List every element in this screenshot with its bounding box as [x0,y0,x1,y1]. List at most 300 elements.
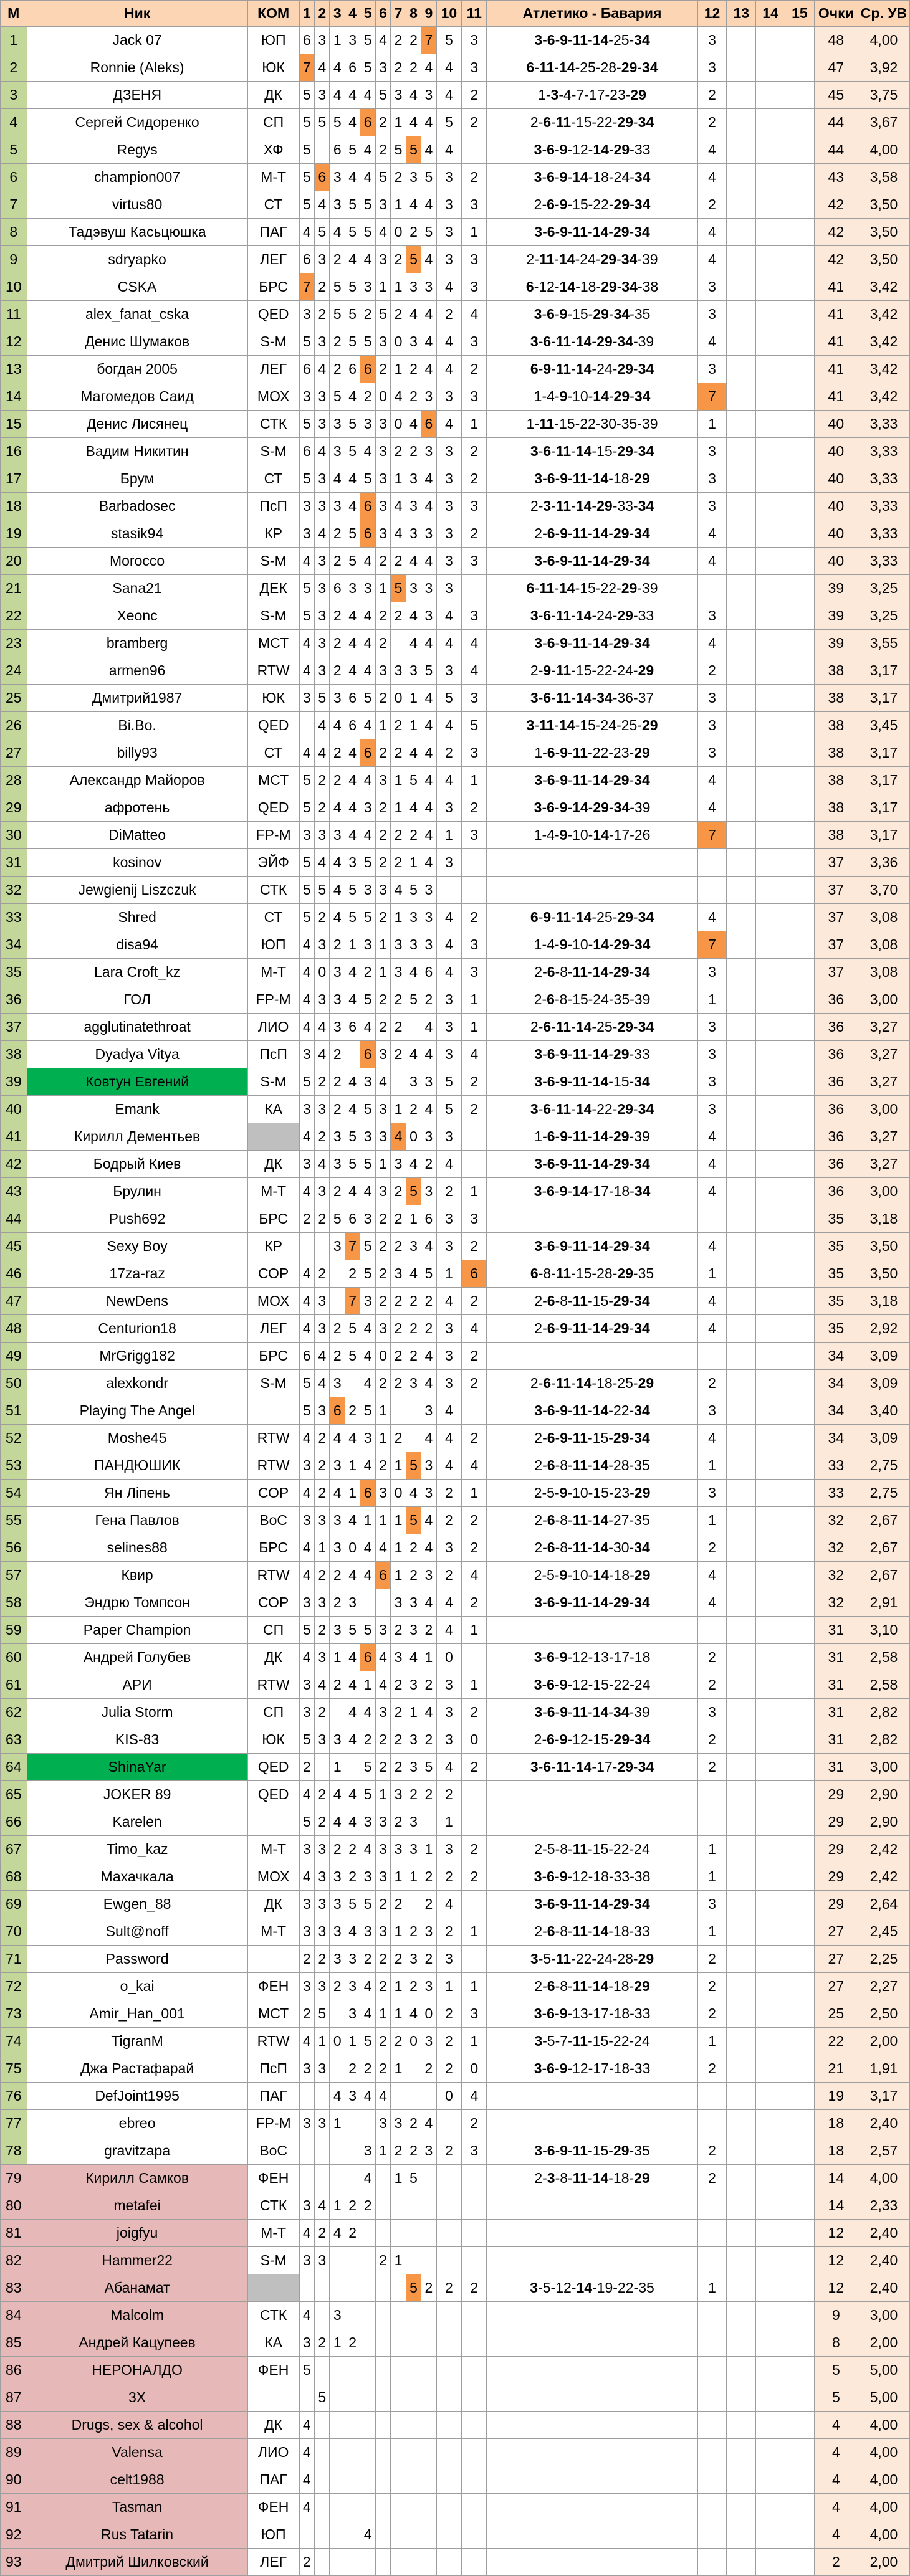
round-score [785,2192,814,2220]
points: 40 [814,493,858,520]
round-score: 2 [697,109,727,136]
round-score [785,1754,814,1781]
round-score: 3 [299,1891,314,1918]
team-code: ПсП [247,493,299,520]
round-score: 4 [421,54,436,82]
round-score: 3 [421,2137,436,2165]
round-score: 5 [299,877,314,904]
round-score: 2 [315,1123,330,1151]
round-score [756,2302,785,2329]
round-score: 6 [330,575,345,602]
points: 29 [814,1891,858,1918]
round-score: 4 [315,438,330,465]
table-row [1,1205,910,1233]
round-score [421,2439,436,2466]
round-score: 2 [421,986,436,1014]
round-score [462,2302,487,2329]
column-header: Ср. УВ [858,1,909,27]
round-score: 2 [421,1891,436,1918]
points: 41 [814,301,858,328]
match-prediction: 6-9-11-14-24-29-34 [487,356,697,383]
points: 36 [814,1014,858,1041]
round-score [697,2494,727,2521]
round-score: 2 [436,1480,461,1507]
column-header: 10 [436,1,461,27]
points: 36 [814,1123,858,1151]
round-score: 4 [436,1617,461,1644]
average-score: 3,09 [858,1343,909,1370]
round-score: 3 [375,1836,390,1863]
round-score: 5 [436,1096,461,1123]
round-score: 2 [375,794,390,822]
round-score: 3 [330,685,345,712]
round-score: 5 [406,136,421,164]
round-score [785,1315,814,1343]
round-score [345,1370,360,1397]
round-score [785,1644,814,1671]
average-score: 2,91 [858,1589,909,1617]
round-score: 4 [391,1123,406,1151]
round-score: 4 [436,630,461,657]
round-score: 2 [391,1370,406,1397]
round-score: 2 [315,1205,330,1233]
round-score: 1 [315,2028,330,2055]
round-score [756,685,785,712]
round-score: 6 [315,164,330,191]
round-score: 3 [375,1617,390,1644]
match-prediction [487,2083,697,2110]
row-number: 69 [1,1891,27,1918]
round-score: 3 [462,685,487,712]
round-score: 4 [436,82,461,109]
round-score: 2 [391,739,406,767]
round-score: 2 [375,1205,390,1233]
player-nick: Александр Майоров [27,767,247,794]
average-score: 3,17 [858,822,909,849]
round-score: 3 [315,657,330,685]
round-score: 3 [360,1123,375,1151]
row-number: 4 [1,109,27,136]
round-score: 3 [391,931,406,959]
player-nick: НЕРОНАЛДО [27,2357,247,2384]
round-score: 3 [421,273,436,301]
round-score: 4 [360,657,375,685]
round-score: 3 [421,1068,436,1096]
round-score: 1 [375,1151,390,1178]
round-score: 3 [375,246,390,273]
round-score: 3 [315,1288,330,1315]
round-score: 2 [697,1370,727,1397]
points: 5 [814,2357,858,2384]
round-score [462,1151,487,1178]
round-score: 4 [315,1370,330,1397]
round-score [785,191,814,219]
round-score: 2 [375,548,390,575]
round-score: 4 [421,1096,436,1123]
round-score: 3 [375,328,390,356]
round-score [697,2220,727,2247]
round-score [785,1397,814,1425]
round-score: 1 [375,2000,390,2028]
points: 38 [814,739,858,767]
round-score [785,1507,814,1534]
average-score: 4,00 [858,136,909,164]
round-score: 2 [345,1397,360,1425]
team-code: ДЕК [247,575,299,602]
table-row [1,2521,910,2549]
round-score: 1 [462,1671,487,1699]
row-number: 36 [1,986,27,1014]
round-score: 2 [421,1726,436,1754]
round-score [727,1671,756,1699]
round-score: 2 [375,739,390,767]
team-code: БРС [247,273,299,301]
round-score: 4 [421,849,436,877]
average-score: 2,90 [858,1781,909,1808]
round-score [330,2137,345,2165]
round-score: 5 [330,273,345,301]
round-score: 4 [299,1260,314,1288]
round-score: 3 [391,959,406,986]
team-code: М-Т [247,1918,299,1946]
round-score: 4 [697,1288,727,1315]
round-score: 4 [360,164,375,191]
match-prediction [487,1617,697,1644]
round-score [756,739,785,767]
round-score: 2 [462,164,487,191]
round-score [756,2192,785,2220]
round-score: 4 [299,931,314,959]
round-score: 4 [360,1452,375,1480]
round-score: 1 [375,1781,390,1808]
round-score: 4 [697,328,727,356]
round-score [330,2412,345,2439]
round-score: 3 [330,822,345,849]
round-score: 5 [299,1068,314,1096]
points: 29 [814,1863,858,1891]
match-prediction: 3-6-11-14-34-36-37 [487,685,697,712]
round-score [727,493,756,520]
row-number: 46 [1,1260,27,1288]
round-score: 3 [697,1397,727,1425]
round-score: 5 [345,520,360,548]
round-score: 2 [315,767,330,794]
round-score: 5 [375,164,390,191]
round-score [462,2521,487,2549]
round-score: 4 [330,904,345,931]
team-code: ПАГ [247,219,299,246]
round-score: 4 [697,219,727,246]
round-score: 3 [330,1534,345,1562]
round-score [727,1014,756,1041]
team-code: ЮП [247,27,299,54]
average-score: 4,00 [858,2466,909,2494]
player-nick: Tasman [27,2494,247,2521]
points: 14 [814,2165,858,2192]
round-score [756,2083,785,2110]
round-score: 7 [697,822,727,849]
round-score: 2 [462,1836,487,1863]
round-score: 3 [406,1233,421,1260]
round-score [785,1123,814,1151]
match-prediction [487,2110,697,2137]
round-score [315,2083,330,2110]
round-score: 5 [345,877,360,904]
round-score: 1 [436,1260,461,1288]
round-score: 3 [462,2137,487,2165]
round-score: 3 [360,411,375,438]
team-code: ПАГ [247,2466,299,2494]
round-score: 3 [375,54,390,82]
average-score: 2,00 [858,2028,909,2055]
average-score: 3,27 [858,1123,909,1151]
row-number: 65 [1,1781,27,1808]
round-score [756,2329,785,2357]
round-score: 7 [697,931,727,959]
round-score: 3 [421,438,436,465]
player-nick: metafei [27,2192,247,2220]
round-score: 3 [360,931,375,959]
round-score: 5 [345,301,360,328]
round-score: 2 [421,2274,436,2302]
round-score: 3 [330,164,345,191]
round-score [391,1397,406,1425]
row-number: 13 [1,356,27,383]
points: 4 [814,2494,858,2521]
round-score: 4 [345,1671,360,1699]
round-score [330,2521,345,2549]
round-score: 1 [462,411,487,438]
round-score: 3 [406,1370,421,1397]
round-score: 4 [421,191,436,219]
round-score: 2 [315,1808,330,1836]
team-code: ПсП [247,1041,299,1068]
round-score: 2 [697,2000,727,2028]
match-prediction: 2-6-11-14-18-25-29 [487,1370,697,1397]
row-number: 37 [1,1014,27,1041]
round-score: 3 [421,1178,436,1205]
round-score: 3 [436,1699,461,1726]
round-score: 1 [697,1452,727,1480]
round-score [462,2439,487,2466]
average-score: 3,27 [858,1151,909,1178]
round-score: 3 [406,575,421,602]
player-nick: Ewgen_88 [27,1891,247,1918]
round-score: 2 [330,1041,345,1068]
round-score: 2 [360,959,375,986]
player-nick: Кирилл Самков [27,2165,247,2192]
average-score: 5,00 [858,2357,909,2384]
round-score: 2 [330,1589,345,1617]
round-score [697,2549,727,2576]
round-score: 2 [462,1288,487,1315]
row-number: 89 [1,2439,27,2466]
round-score: 2 [330,548,345,575]
round-score [756,2439,785,2466]
round-score: 2 [315,1260,330,1288]
table-row [1,1397,910,1425]
round-score: 1 [462,1617,487,1644]
round-score: 2 [406,54,421,82]
row-number: 51 [1,1397,27,1425]
round-score: 3 [315,493,330,520]
round-score: 4 [330,2220,345,2247]
table-row [1,1343,910,1370]
round-score [406,2055,421,2083]
average-score: 2,00 [858,2329,909,2357]
round-score: 4 [421,1014,436,1041]
round-score: 4 [360,1973,375,2000]
average-score: 3,00 [858,986,909,1014]
round-score: 3 [421,383,436,411]
row-number: 23 [1,630,27,657]
round-score: 5 [360,904,375,931]
round-score: 1 [391,465,406,493]
round-score: 0 [462,1726,487,1754]
table-row [1,2220,910,2247]
points: 38 [814,794,858,822]
round-score [756,1315,785,1343]
round-score: 5 [345,328,360,356]
column-header: 8 [406,1,421,27]
points: 40 [814,465,858,493]
average-score: 4,00 [858,27,909,54]
round-score: 5 [360,465,375,493]
row-number: 11 [1,301,27,328]
round-score: 2 [330,1973,345,2000]
average-score: 3,00 [858,1178,909,1205]
round-score [360,2466,375,2494]
round-score: 4 [375,2083,390,2110]
column-header: 7 [391,1,406,27]
round-score: 7 [345,1288,360,1315]
match-prediction: 6-8-11-15-28-29-35 [487,1260,697,1288]
round-score: 3 [375,1699,390,1726]
round-score [785,1781,814,1808]
round-score: 4 [436,1288,461,1315]
average-score: 3,40 [858,1397,909,1425]
round-score: 5 [299,109,314,136]
round-score: 2 [391,822,406,849]
row-number: 26 [1,712,27,739]
row-number: 18 [1,493,27,520]
round-score: 4 [391,877,406,904]
round-score [756,767,785,794]
round-score: 2 [391,1233,406,1260]
round-score: 3 [360,1205,375,1233]
round-score: 3 [406,1726,421,1754]
row-number: 48 [1,1315,27,1343]
round-score [360,2220,375,2247]
round-score [330,1699,345,1726]
round-score: 2 [391,1205,406,1233]
round-score: 2 [375,1726,390,1754]
team-code: ФЕН [247,2165,299,2192]
match-prediction: 3-6-9-11-14-34-39 [487,1699,697,1726]
round-score: 3 [462,383,487,411]
round-score: 2 [406,1918,421,1946]
round-score: 0 [406,2028,421,2055]
round-score: 4 [462,630,487,657]
round-score: 2 [697,82,727,109]
round-score [756,27,785,54]
round-score: 1 [462,1480,487,1507]
points: 34 [814,1425,858,1452]
round-score [697,877,727,904]
round-score: 2 [462,1699,487,1726]
team-code: КА [247,2329,299,2357]
round-score [756,1863,785,1891]
round-score: 3 [299,1589,314,1617]
round-score: 4 [345,1507,360,1534]
round-score: 4 [462,1041,487,1068]
round-score: 3 [299,2055,314,2083]
table-row [1,630,910,657]
round-score: 4 [375,1671,390,1699]
round-score: 2 [315,1425,330,1452]
round-score: 3 [391,1589,406,1617]
table-row [1,273,910,301]
player-nick: Amir_Han_001 [27,2000,247,2028]
average-score: 2,45 [858,1918,909,1946]
round-score: 1 [697,1507,727,1534]
round-score [785,904,814,931]
round-score: 4 [421,1507,436,1534]
round-score: 1 [391,1507,406,1534]
player-nick: o_kai [27,1973,247,2000]
round-score: 2 [697,2165,727,2192]
points: 36 [814,1096,858,1123]
round-score [462,1123,487,1151]
points: 31 [814,1726,858,1754]
row-number: 10 [1,273,27,301]
round-score [315,2274,330,2302]
round-score [785,2412,814,2439]
row-number: 57 [1,1562,27,1589]
points: 42 [814,246,858,273]
round-score: 5 [436,27,461,54]
round-score [727,1452,756,1480]
player-nick: Джа Растафарай [27,2055,247,2083]
round-score [299,1233,314,1260]
round-score: 3 [330,1151,345,1178]
team-code: QED [247,794,299,822]
player-nick: alexkondr [27,1370,247,1397]
row-number: 39 [1,1068,27,1096]
match-prediction [487,2329,697,2357]
team-code: М-Т [247,959,299,986]
round-score [727,712,756,739]
row-number: 15 [1,411,27,438]
table-row [1,54,910,82]
row-number: 27 [1,739,27,767]
player-nick: Махачкала [27,1863,247,1891]
team-code: М-Т [247,164,299,191]
round-score: 1 [330,2329,345,2357]
round-score [785,383,814,411]
player-nick: celt1988 [27,2466,247,2494]
round-score [436,2412,461,2439]
round-score: 3 [391,2110,406,2137]
round-score [756,712,785,739]
round-score: 4 [697,1562,727,1589]
round-score: 5 [421,164,436,191]
round-score [406,2247,421,2274]
round-score: 4 [375,1534,390,1562]
table-row [1,1096,910,1123]
round-score [391,2521,406,2549]
row-number: 50 [1,1370,27,1397]
